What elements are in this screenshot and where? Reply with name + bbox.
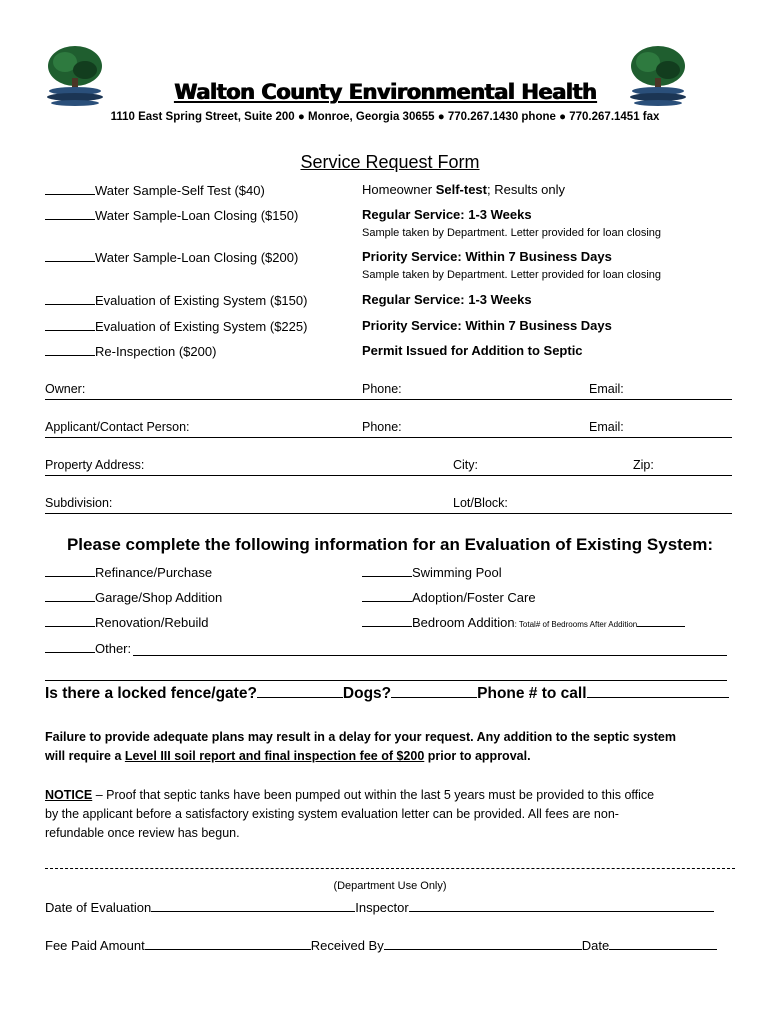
failure-underlined: Level III soil report and final inspection fee of $200 <box>124 749 425 763</box>
eval-option-label: Garage/Shop Addition <box>95 590 223 605</box>
service-label: Evaluation of Existing System ($225) <box>95 319 308 334</box>
address-row <box>45 458 732 476</box>
checkbox-blank[interactable] <box>45 318 95 331</box>
service-option-3[interactable] <box>45 249 298 265</box>
date-blank[interactable] <box>609 935 717 950</box>
checkbox-blank[interactable] <box>45 207 95 220</box>
notice-text: – Proof that septic tanks have been pumped out within the last 5 years must be provided to this office <box>92 788 655 802</box>
service-desc-bold: Regular Service: 1-3 Weeks <box>362 207 532 222</box>
eval-option-other[interactable] <box>45 640 131 656</box>
notice-line-2: by the applicant before a satisfactory existing system evaluation letter can be provided. All fees are non- <box>45 807 619 821</box>
service-desc-text: Homeowner <box>362 182 436 197</box>
service-label: Water Sample-Loan Closing ($200) <box>95 250 299 265</box>
eval-option-label: Bedroom Addition <box>412 615 515 630</box>
service-desc-3-sub: Sample taken by Department. Letter provided for loan closing <box>362 269 661 281</box>
notice-line-3: refundable once review has begun. <box>45 826 240 840</box>
service-desc-bold: Self-test <box>435 182 487 197</box>
evaluation-section-title: Please complete the following information for an Evaluation of Existing System: <box>66 535 714 554</box>
service-desc-bold: Priority Service: Within 7 Business Days <box>362 249 612 264</box>
service-label: Water Sample-Self Test ($40) <box>95 183 265 198</box>
property-address-field[interactable]: Property Address: <box>45 458 145 472</box>
form-title: Service Request Form <box>300 152 480 172</box>
subdivision-field[interactable]: Subdivision: <box>45 496 113 510</box>
notice-label: NOTICE <box>45 788 93 802</box>
fee-sign-row <box>45 935 717 953</box>
service-label: Re-Inspection ($200) <box>95 344 217 359</box>
lot-block-field[interactable]: Lot/Block: <box>453 496 508 510</box>
owner-field[interactable]: Owner: <box>45 382 86 396</box>
other-line-2[interactable] <box>45 680 727 681</box>
checkbox-blank[interactable] <box>45 249 95 262</box>
eval-option-label: Swimming Pool <box>412 565 502 580</box>
failure-notice <box>45 728 735 766</box>
inspector-blank[interactable] <box>409 897 714 912</box>
inspector-label: Inspector <box>355 900 409 915</box>
checkbox-blank[interactable] <box>45 292 95 305</box>
service-desc-bold: Priority Service: Within 7 Business Days <box>362 318 612 333</box>
applicant-email-field[interactable]: Email: <box>589 420 624 434</box>
eval-option-label: Other: <box>95 641 132 656</box>
received-by-blank[interactable] <box>384 935 582 950</box>
service-desc-6 <box>362 343 583 358</box>
eval-option-adoption[interactable] <box>362 589 536 605</box>
eval-option-pool[interactable] <box>362 564 502 580</box>
service-desc-bold: Permit Issued for Addition to Septic <box>362 343 583 358</box>
service-option-6[interactable] <box>45 343 216 359</box>
eval-option-renovation[interactable] <box>45 614 208 630</box>
locked-fence-label: Is there a locked fence/gate? <box>45 685 257 702</box>
applicant-phone-field[interactable]: Phone: <box>362 420 402 434</box>
department-use-heading: (Department Use Only) <box>333 880 447 892</box>
eval-option-garage[interactable] <box>45 589 222 605</box>
failure-text: will require a <box>45 749 125 763</box>
checkbox-blank[interactable] <box>45 614 95 627</box>
eval-option-label: Adoption/Foster Care <box>412 590 536 605</box>
checkbox-blank[interactable] <box>45 589 95 602</box>
checkbox-blank[interactable] <box>45 182 95 195</box>
evaluation-sign-row <box>45 897 714 915</box>
service-desc-3 <box>362 249 612 264</box>
date-of-evaluation-blank[interactable] <box>151 897 355 912</box>
service-desc-5 <box>362 318 612 333</box>
service-desc-2-sub: Sample taken by Department. Letter provided for loan closing <box>362 227 661 239</box>
access-row <box>45 683 729 703</box>
phone-to-call-blank[interactable] <box>587 683 729 698</box>
checkbox-blank[interactable] <box>362 564 412 577</box>
notice-line-1 <box>45 786 735 805</box>
service-desc-bold: Regular Service: 1-3 Weeks <box>362 292 532 307</box>
notice-paragraph <box>45 786 735 843</box>
owner-email-field[interactable]: Email: <box>589 382 624 396</box>
locked-fence-blank[interactable] <box>257 683 343 698</box>
bedroom-count-blank[interactable] <box>637 614 685 627</box>
service-option-5[interactable] <box>45 318 307 334</box>
subdivision-row <box>45 496 732 514</box>
agency-address: 1110 East Spring Street, Suite 200 ● Monroe, Georgia 30655 ● 770.267.1430 phone ● 770.267.1451 fax <box>110 111 660 123</box>
eval-option-label: Refinance/Purchase <box>95 565 213 580</box>
date-label: Date <box>581 938 610 953</box>
failure-text: prior to approval. <box>424 749 531 763</box>
city-field[interactable]: City: <box>453 458 478 472</box>
checkbox-blank[interactable] <box>45 640 95 653</box>
applicant-field[interactable]: Applicant/Contact Person: <box>45 420 190 434</box>
service-desc-1 <box>362 182 565 197</box>
date-of-evaluation-label: Date of Evaluation <box>45 900 152 915</box>
owner-phone-field[interactable]: Phone: <box>362 382 402 396</box>
eval-option-refinance[interactable] <box>45 564 212 580</box>
dogs-blank[interactable] <box>391 683 477 698</box>
service-desc-text: ; Results only <box>487 182 566 197</box>
dogs-label: Dogs? <box>342 685 392 702</box>
failure-notice-line-2 <box>45 747 735 766</box>
service-desc-2 <box>362 207 532 222</box>
zip-field[interactable]: Zip: <box>633 458 654 472</box>
service-option-4[interactable] <box>45 292 307 308</box>
eval-option-bedroom[interactable] <box>362 614 685 630</box>
failure-notice-line-1: Failure to provide adequate plans may result in a delay for your request. Any addition to the septic system <box>45 730 676 744</box>
checkbox-blank[interactable] <box>45 564 95 577</box>
divider-dashed <box>45 868 735 869</box>
fee-paid-label: Fee Paid Amount <box>45 938 145 953</box>
received-by-label: Received By <box>310 938 384 953</box>
bedroom-note: : Total# of Bedrooms After Addition <box>514 620 638 629</box>
service-label: Water Sample-Loan Closing ($150) <box>95 208 299 223</box>
phone-to-call-label: Phone # to call <box>477 685 587 702</box>
service-desc-4 <box>362 292 532 307</box>
other-line-1[interactable] <box>133 655 727 656</box>
eval-option-label: Renovation/Rebuild <box>95 615 209 630</box>
fee-paid-blank[interactable] <box>145 935 311 950</box>
checkbox-blank[interactable] <box>45 343 95 356</box>
service-option-1[interactable] <box>45 182 265 198</box>
service-option-2[interactable] <box>45 207 298 223</box>
agency-title: Walton County Environmental Health <box>173 80 597 104</box>
checkbox-blank[interactable] <box>362 589 412 602</box>
service-label: Evaluation of Existing System ($150) <box>95 293 308 308</box>
checkbox-blank[interactable] <box>362 614 412 627</box>
